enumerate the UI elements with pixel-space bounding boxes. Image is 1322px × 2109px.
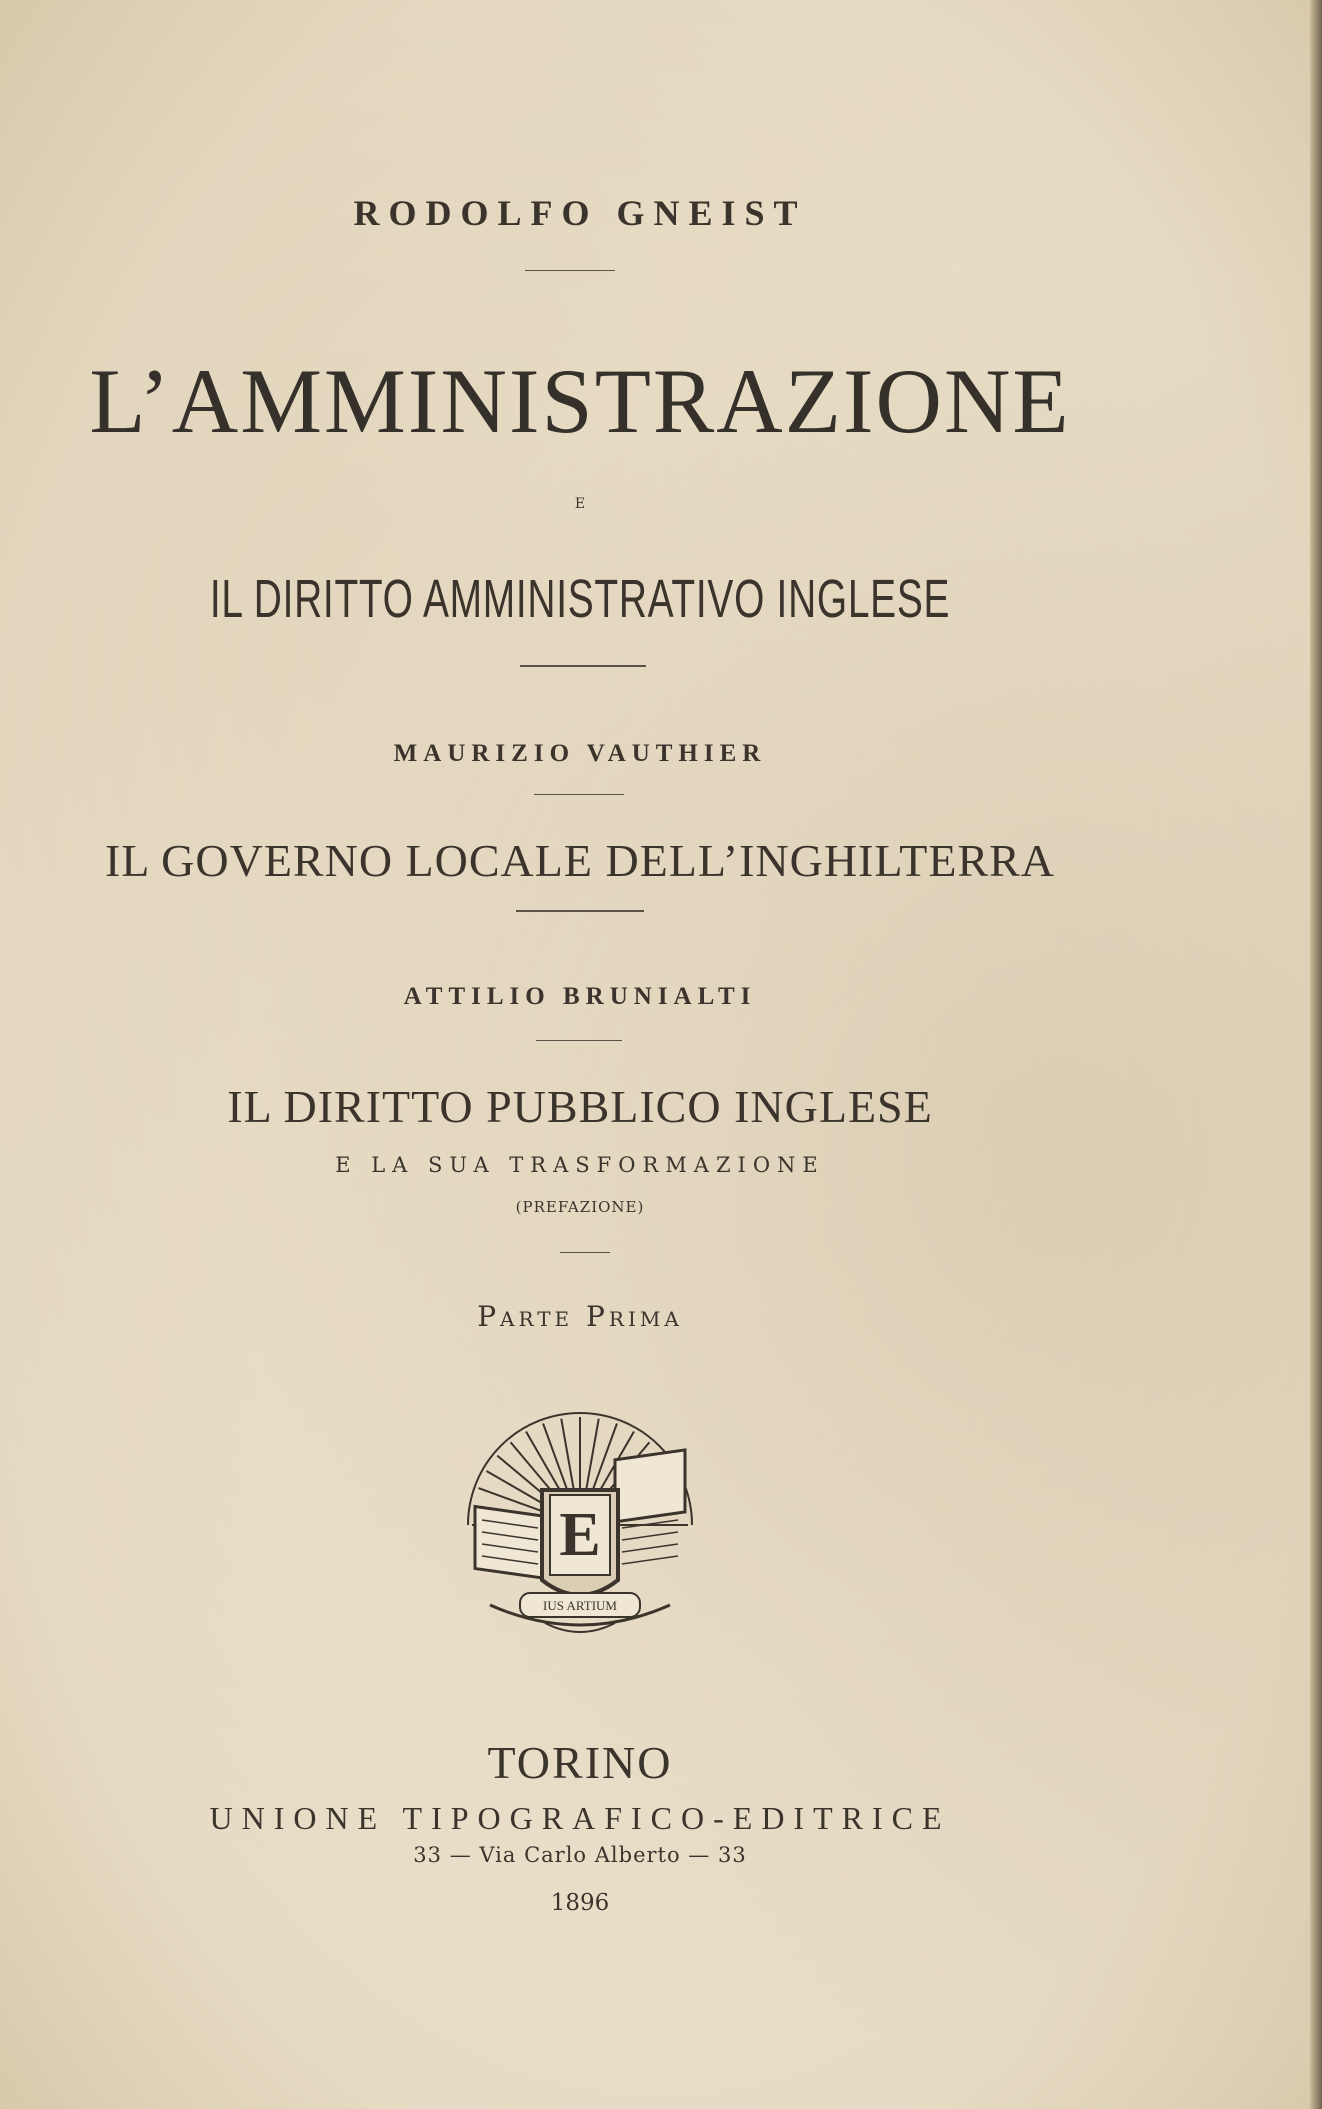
divider-6 [560, 1252, 610, 1253]
divider-1 [525, 270, 615, 271]
author-gneist: RODOLFO GNEIST [353, 193, 807, 233]
subtitle-diritto-amministrativo: IL DIRITTO AMMINISTRATIVO INGLESE [209, 569, 951, 629]
page-edge [1310, 0, 1322, 2109]
author-vauthier: MAURIZIO VAUTHIER [393, 740, 767, 767]
title-governo-locale: IL GOVERNO LOCALE DELL’INGHILTERRA [104, 835, 1056, 886]
part-label: Parte Prima [477, 1300, 683, 1333]
svg-text:E: E [559, 1501, 601, 1569]
imprint-city: TORINO [487, 1737, 673, 1788]
printer-mark-motto: IUS ARTIUM [543, 1598, 617, 1613]
divider-4 [516, 910, 644, 912]
connector-e: E [574, 496, 586, 512]
author-brunialti: ATTILIO BRUNIALTI [403, 983, 757, 1010]
imprint-year: 1896 [550, 1890, 610, 1916]
imprint-address: 33 — Via Carlo Alberto — 33 [413, 1843, 747, 1867]
title-diritto-pubblico: IL DIRITTO PUBBLICO INGLESE [227, 1081, 933, 1132]
sun-ray [585, 1419, 599, 1496]
title-prefazione: (PREFAZIONE) [515, 1198, 645, 1216]
imprint-publisher: UNIONE TIPOGRAFICO-EDITRICE [209, 1800, 951, 1836]
main-title: L’AMMINISTRAZIONE [89, 350, 1071, 452]
printer-mark-emblem [450, 1395, 710, 1655]
divider-5 [536, 1040, 622, 1041]
sun-ray [561, 1419, 575, 1496]
divider-2 [520, 665, 646, 667]
title-trasformazione: E LA SUA TRASFORMAZIONE [335, 1153, 825, 1177]
divider-3 [534, 794, 624, 795]
